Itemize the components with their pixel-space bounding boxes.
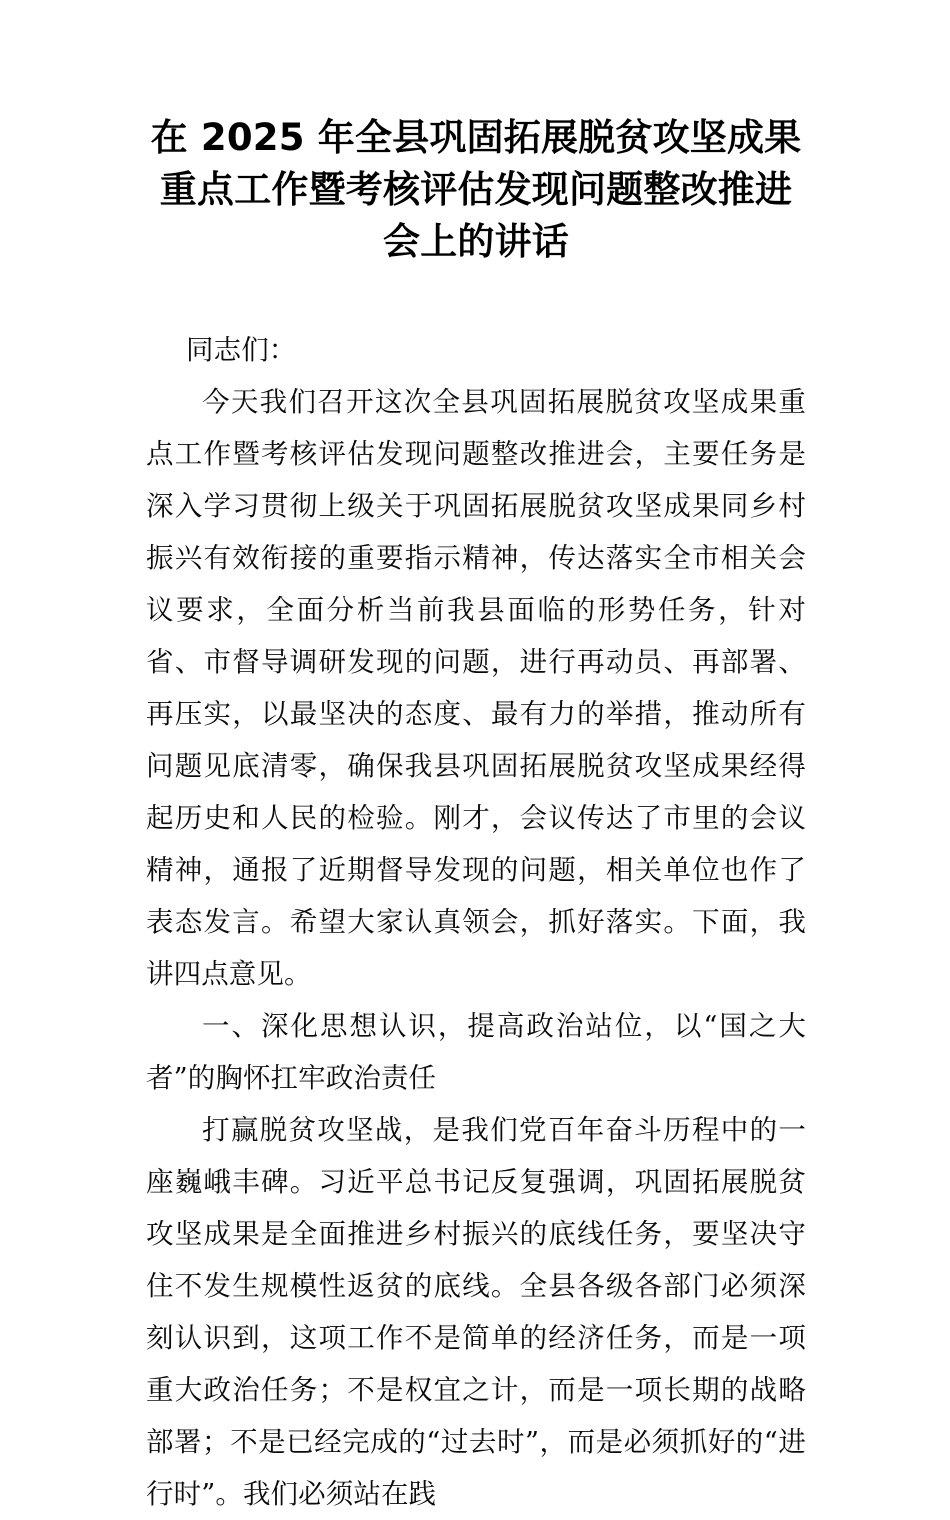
page-content [146, 0, 806, 1520]
paragraph-section-one-1: 打赢脱贫攻坚战，是我们党百年奋斗历程中的一座巍峨丰碑。习近平总书记反复强调，巩固拓展脱贫攻坚成果是全面推进乡村振兴的底线任务，要坚决守住不发生规模性返贫的底线。全县各级各部门必须深刻认识到，这项工作不是简单的经济任务，而是一项重大政治任务；不是权宜之计，而是一项长期的战略部署；不是已经完成的“过去时”，而是必须抓好的“进行时”。我们必须站在践 [146, 1114, 806, 1510]
section-heading-one: 一、深化思想认识，提高政治站位，以“国之大者”的胸怀扛牢政治责任 [146, 1010, 806, 1094]
page-title: 在 2025 年全县巩固拓展脱贫攻坚成果重点工作暨考核评估发现问题整改推进会上的讲话 [150, 116, 802, 263]
paragraph-opening: 今天我们召开这次全县巩固拓展脱贫攻坚成果重点工作暨考核评估发现问题整改推进会，主要任务是深入学习贯彻上级关于巩固拓展脱贫攻坚成果同乡村振兴有效衔接的重要指示精神，传达落实全市相关会议要求，全面分析当前我县面临的形势任务，针对省、市督导调研发现的问题，进行再动员、再部署、再压实，以最坚决的态度、最有力的举措，推动所有问题见底清零，确保我县巩固拓展脱贫攻坚成果经得起历史和人民的检验。刚才，会议传达了市里的会议精神，通报了近期督导发现的问题，相关单位也作了表态发言。希望大家认真领会，抓好落实。下面，我讲四点意见。 [146, 386, 806, 990]
salutation: 同志们： [186, 334, 297, 366]
document-body [146, 324, 806, 1520]
